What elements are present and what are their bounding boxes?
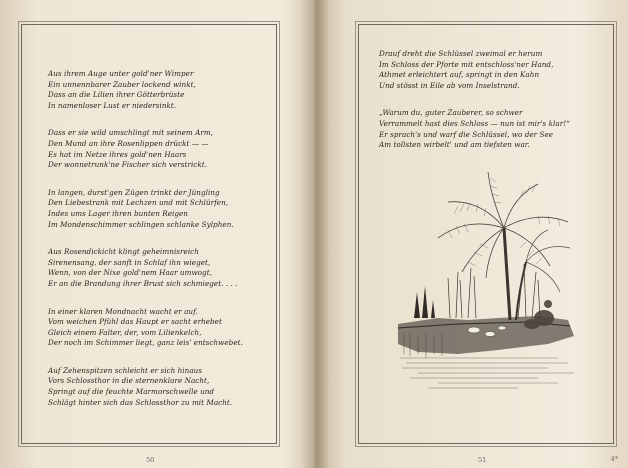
page-number: 51 bbox=[478, 456, 487, 464]
poem-line: Drauf dreht die Schlüssel zweimal er herum bbox=[379, 49, 543, 58]
left-poem-text bbox=[48, 69, 288, 425]
poem-line: Er an die Brandung ihrer Brust sich schmieget. . . . bbox=[48, 278, 238, 288]
poem-line: In einer klaren Mondnacht wacht er auf. bbox=[48, 306, 198, 316]
poem-line: Am tollsten wirbelt' und am tiefsten war. bbox=[379, 140, 530, 150]
poem-line: Verrammelt hast dies Schloss — nun ist mir's klar!“ bbox=[379, 118, 570, 128]
poem-line: Und stösst in Eile ab vom Inselstrand. bbox=[379, 80, 520, 90]
poem-line: Er sprach's und warf die Schlüssel, wo der See bbox=[379, 129, 554, 139]
left-page-border bbox=[21, 24, 277, 444]
poem-line: Ein unnennbarer Zauber lockend winkt, bbox=[48, 79, 196, 89]
poem-line: Athmet erleichtert auf, springt in den Kahn bbox=[379, 70, 540, 80]
poem-line: Indes ums Lager ihren bunten Reigen bbox=[48, 208, 188, 218]
poem-line: Dass an die Lilien ihrer Götterbrüste bbox=[48, 90, 185, 100]
poem-line: Vom weichen Pfühl das Haupt er sacht erhebet bbox=[48, 317, 222, 327]
poem-line: Gleich einem Falter, der, vom Lilienkelch, bbox=[48, 327, 202, 337]
stanza bbox=[379, 108, 609, 150]
stanza bbox=[48, 128, 288, 170]
poem-line: Aus ihrem Auge unter gold'ner Wimper bbox=[48, 69, 194, 78]
poem-line: In namenloser Lust er niedersinkt. bbox=[48, 100, 177, 110]
left-page bbox=[0, 0, 310, 468]
poem-line: Springt auf die feuchte Marmorschwelle und bbox=[48, 387, 215, 397]
poem-line: Den Mund an ihre Rosenlippen drückt — — bbox=[48, 138, 209, 148]
poem-line: Dass er sie wild umschlingt mit seinem Arm, bbox=[48, 128, 214, 138]
poem-line: In langen, durst'gen Zügen trinkt der Jüngling bbox=[48, 187, 220, 197]
water-icon bbox=[400, 358, 574, 388]
poem-line: Aus Rosendickicht klingt geheimnisreich bbox=[48, 247, 199, 257]
poem-line: Vors Schlossthor in die sternenklare Nacht, bbox=[48, 376, 210, 386]
stanza bbox=[48, 366, 288, 408]
poem-line: Im Schloss der Pforte mit entschloss'ner Hand, bbox=[379, 59, 554, 69]
poem-line: Der wonnetrunk'ne Fischer sich verstrickt. bbox=[48, 160, 208, 170]
poem-line: Der noch im Schimmer liegt, ganz leis' entschwebet. bbox=[48, 338, 243, 348]
stanza bbox=[48, 69, 288, 111]
poem-line: Auf Zehenspitzen schleicht er sich hinaus bbox=[48, 365, 203, 375]
poem-line: Den Liebestrank mit Lechzen und mit Schlürfen, bbox=[48, 198, 229, 208]
signature-mark: 4* bbox=[610, 455, 618, 463]
stanza bbox=[48, 188, 288, 230]
right-poem-text bbox=[379, 49, 609, 168]
stanza bbox=[48, 247, 288, 289]
stanza bbox=[379, 49, 609, 91]
poem-line: Im Mondenschimmer schlingen schlanke Sylphen. bbox=[48, 219, 234, 229]
poem-line: Es hat im Netze ihres gold'nen Haars bbox=[48, 149, 187, 159]
poem-line: Wenn, von der Nixe gold'nem Haar umwogt, bbox=[48, 268, 212, 278]
poem-line: „Warum du, guter Zauberer, so schwer bbox=[379, 108, 523, 118]
page-number: 50 bbox=[146, 456, 155, 464]
poem-line: Sirenensang, der sanft in Schlaf ihn wieget, bbox=[48, 257, 211, 267]
stanza bbox=[48, 307, 288, 349]
poem-line: Schlägt hinter sich das Schlossthor zu mit Macht. bbox=[48, 397, 233, 407]
palm-island-illustration bbox=[398, 168, 584, 396]
